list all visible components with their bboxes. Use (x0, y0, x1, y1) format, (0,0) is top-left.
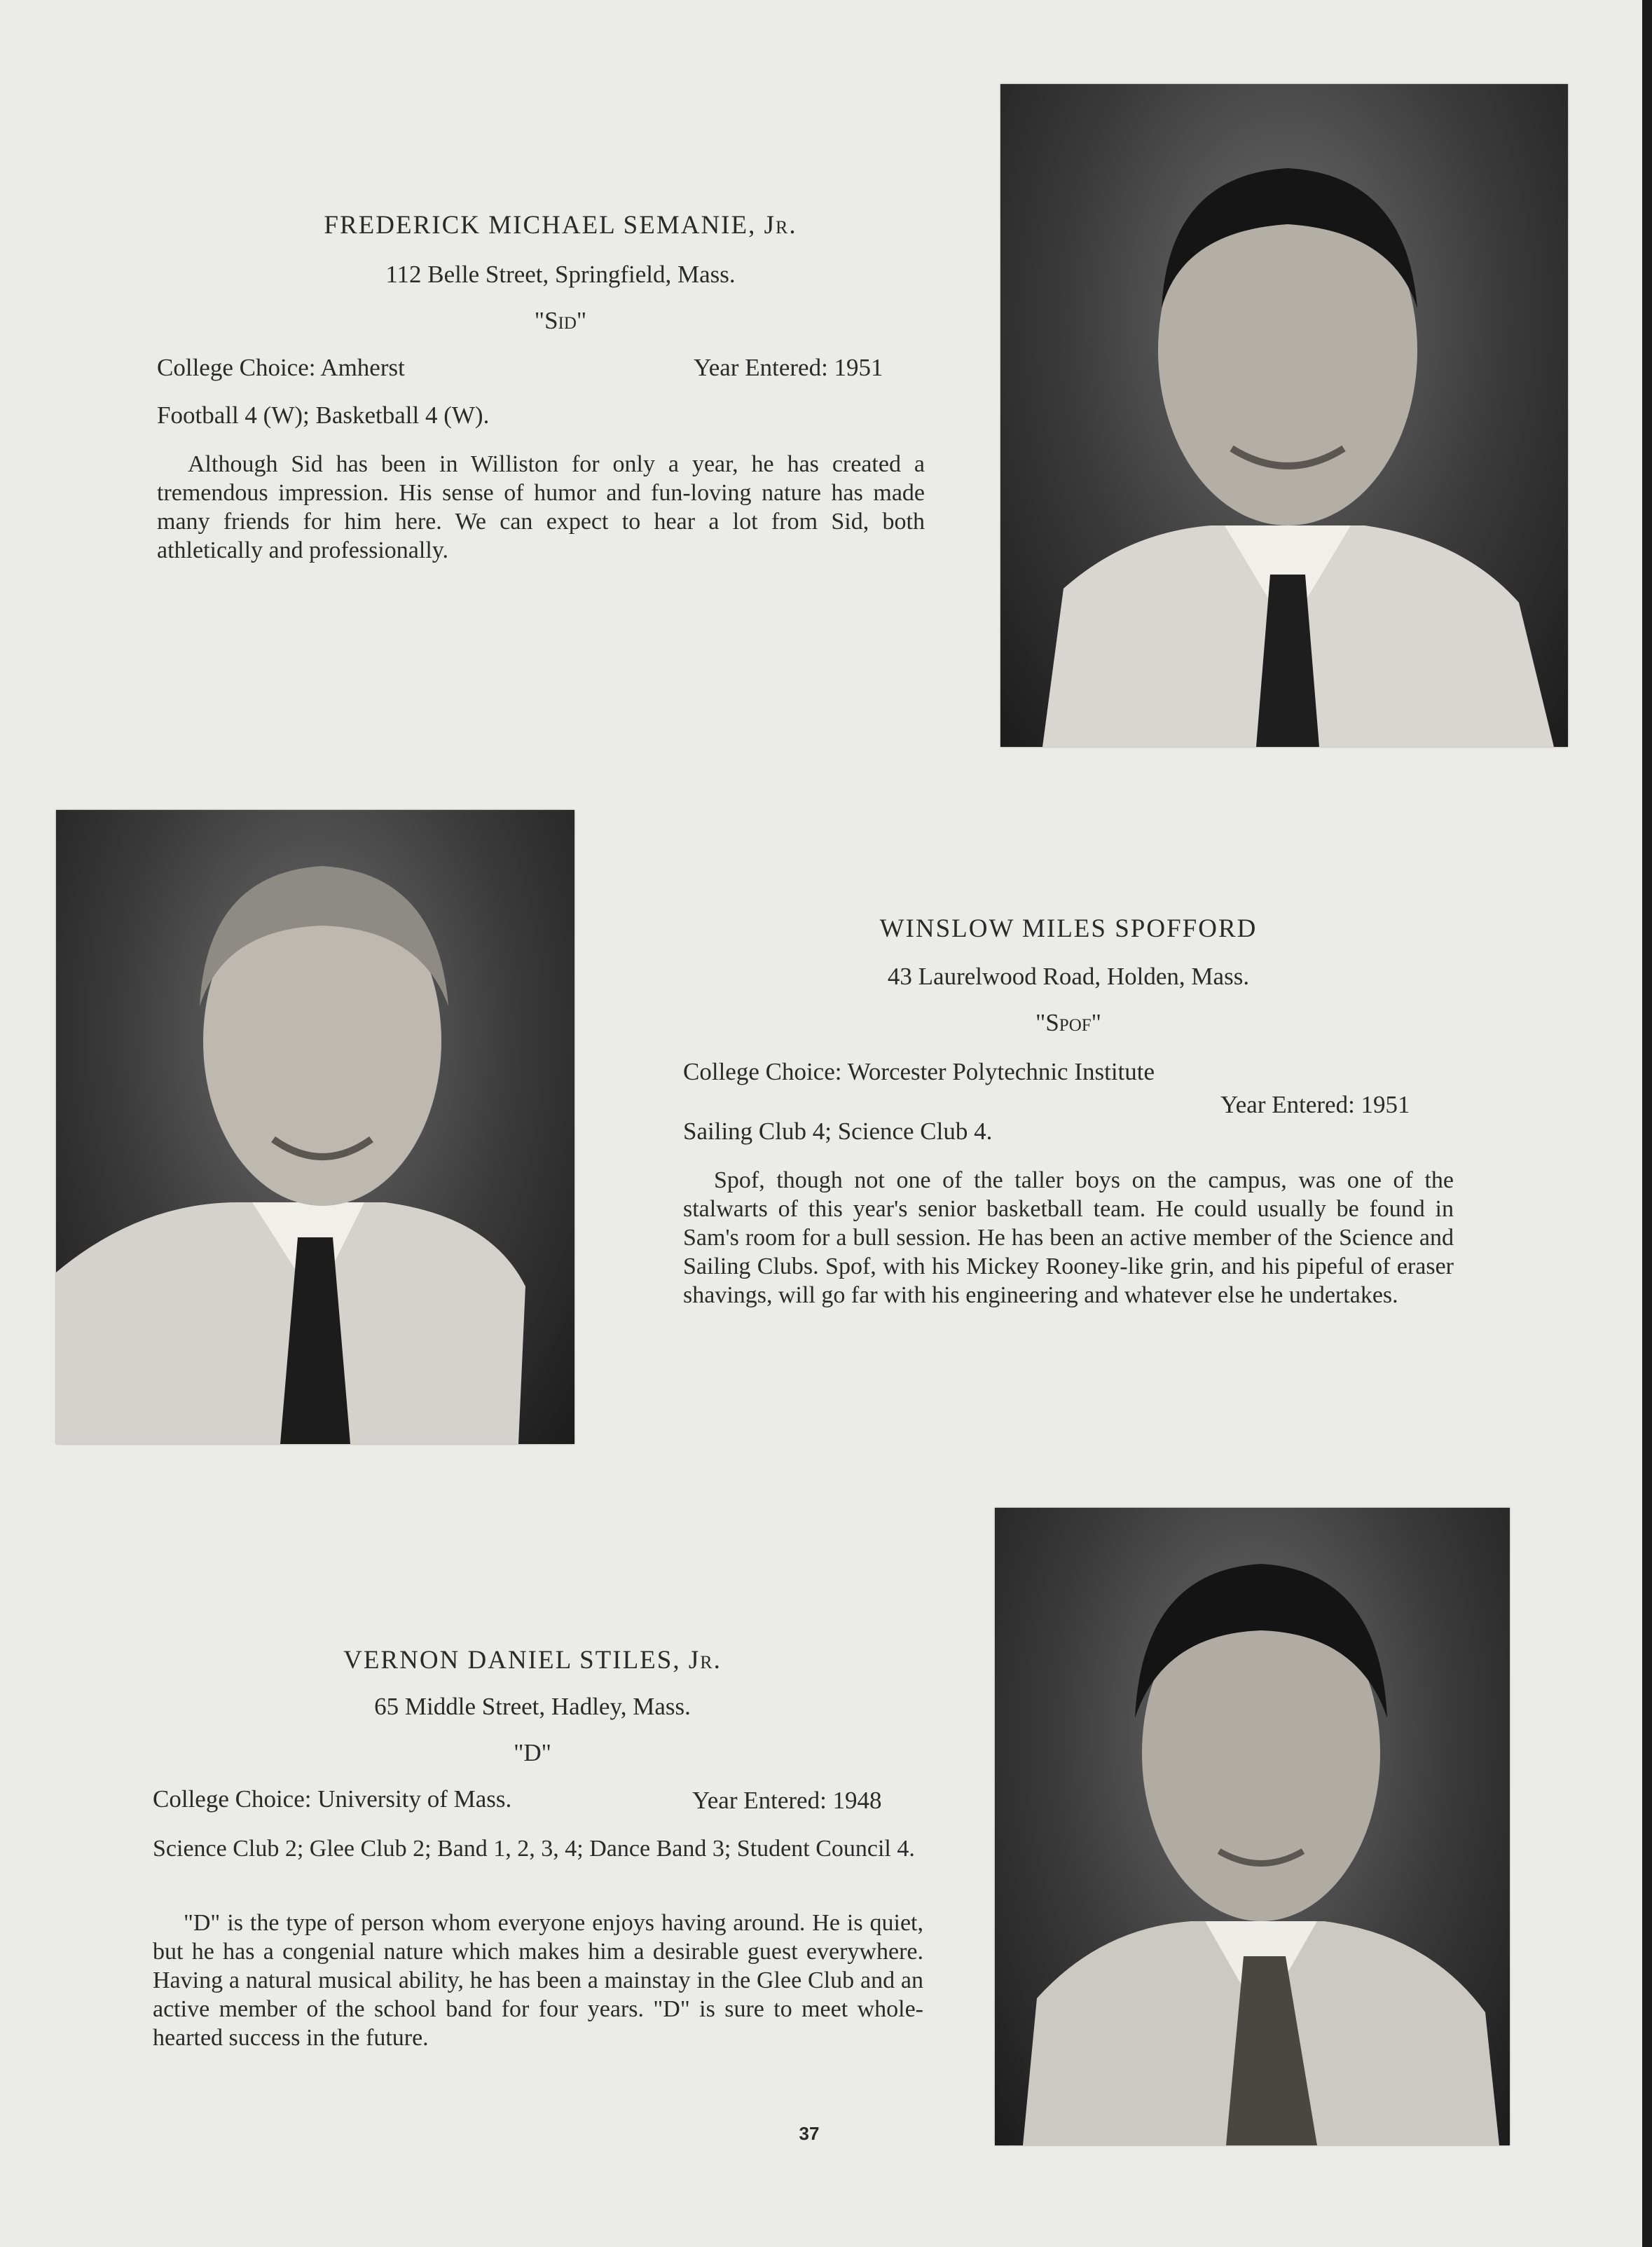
portrait-photo-icon (995, 1508, 1510, 2145)
name-suffix: Jr. (688, 1646, 722, 1675)
bio-text: Although Sid has been in Williston for only a year, he has created a tremendous impression. His sense of humor and fun-loving nature has made many friends for him here. We can expect to hear a lot from Sid, both athletically and professionally. (157, 451, 925, 563)
bio-text: "D" is the type of person whom everyone enjoys having around. He is quiet, but he has a congenial nature which makes him a desirable guest everywhere. Having a natural musical ability, he has been a mainstay in the Glee Club and an active member of the school band for four years. "D" is sure to meet whole-hearted success in the future. (153, 1910, 923, 2051)
student-address-stiles: 65 Middle Street, Hadley, Mass. (374, 1693, 691, 1720)
name-text: WINSLOW MILES SPOFFORD (879, 914, 1258, 943)
portrait-photo-semanie (1000, 84, 1568, 747)
name-suffix: Jr. (764, 211, 797, 240)
bio-semanie (157, 450, 925, 565)
year-entered-stiles: Year Entered: 1948 (692, 1787, 882, 1814)
portrait-photo-icon (1000, 84, 1568, 747)
student-address-spofford: 43 Laurelwood Road, Holden, Mass. (887, 963, 1250, 990)
student-address-semanie: 112 Belle Street, Springfield, Mass. (385, 261, 736, 288)
portrait-photo-stiles (995, 1508, 1510, 2145)
page-edge (1642, 0, 1652, 2247)
bio-spofford (683, 1166, 1454, 1310)
student-name-stiles (182, 1645, 883, 1675)
college-choice-spofford: College Choice: Worcester Polytechnic Institute (683, 1058, 1155, 1085)
bio-stiles (153, 1909, 923, 2052)
year-entered-spofford: Year Entered: 1951 (1220, 1091, 1410, 1118)
student-name-spofford (701, 914, 1436, 944)
page-number: 37 (799, 2123, 820, 2144)
student-nickname-semanie: "Sid" (534, 307, 587, 334)
activities-semanie: Football 4 (W); Basketball 4 (W). (157, 401, 490, 429)
year-entered-semanie: Year Entered: 1951 (694, 354, 883, 381)
student-nickname-stiles: "D" (514, 1739, 551, 1766)
portrait-photo-icon (56, 810, 574, 1444)
name-text: VERNON DANIEL STILES, (343, 1646, 681, 1675)
bio-text: Spof, though not one of the taller boys on the campus, was one of the stalwarts of this year's senior basketball team. He could usually be found in Sam's room for a bull session. He has been an active member of the Science and Sailing Clubs. Spof, with his Mickey Rooney-like grin, and his pipeful of eraser shavings, will go far with his engineering and whatever else he undertakes. (683, 1167, 1454, 1308)
student-nickname-spofford: "Spof" (1035, 1009, 1101, 1036)
name-text: FREDERICK MICHAEL SEMANIE, (324, 211, 757, 240)
portrait-photo-spofford (56, 810, 574, 1444)
college-choice-stiles: College Choice: University of Mass. (153, 1785, 512, 1813)
activities-spofford: Sailing Club 4; Science Club 4. (683, 1118, 993, 1145)
activities-text: Science Club 2; Glee Club 2; Band 1, 2, 3, 4; Dance Band 3; Student Council 4. (153, 1836, 915, 1862)
student-name-semanie (210, 210, 911, 240)
college-choice-semanie: College Choice: Amherst (157, 354, 405, 381)
activities-stiles (153, 1834, 923, 1863)
